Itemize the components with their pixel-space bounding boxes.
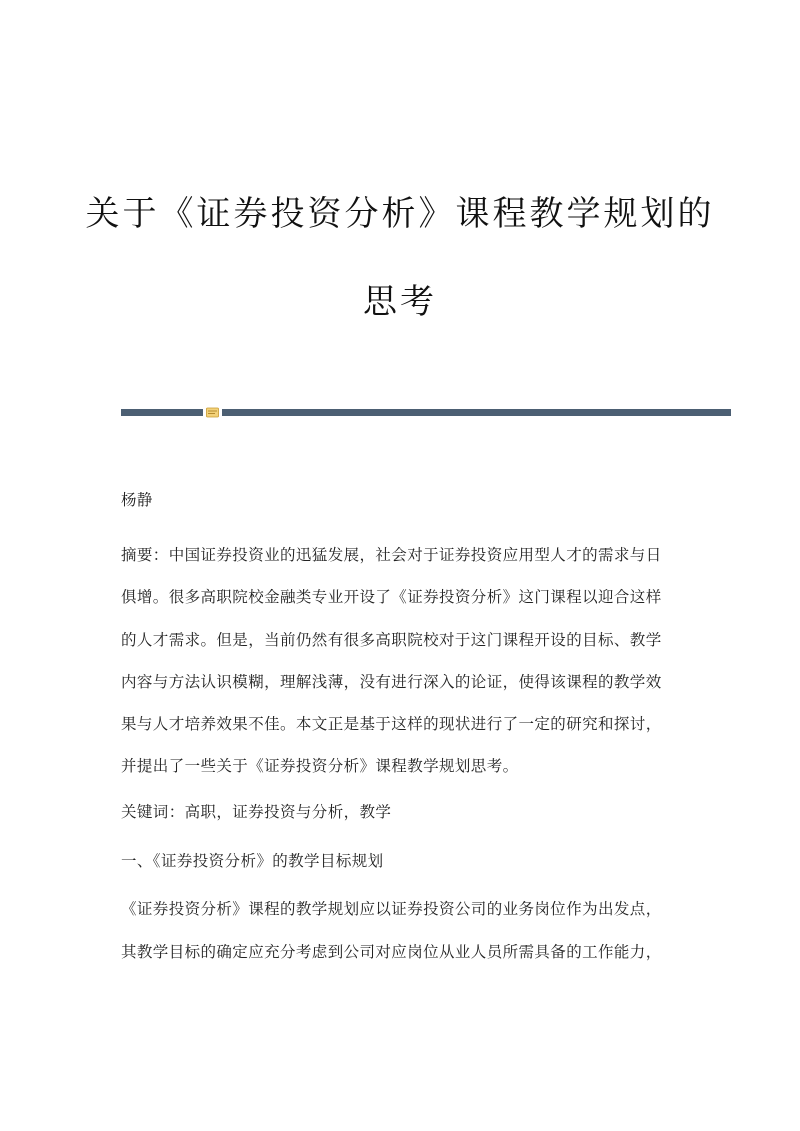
abstract-line: 摘要：中国证券投资业的迅猛发展，社会对于证券投资应用型人才的需求与日 — [121, 546, 662, 564]
title-divider — [121, 409, 731, 416]
abstract-line: 的人才需求。但是，当前仍然有很多高职院校对于这门课程开设的目标、教学 — [121, 631, 662, 649]
body-line: 《证券投资分析》课程的教学规划应以证券投资公司的业务岗位作为出发点， — [121, 900, 662, 918]
divider-bar-left — [121, 409, 203, 416]
document-title-line-1: 关于《证券投资分析》课程教学规划的 — [85, 194, 715, 234]
keywords-line: 关键词：高职，证券投资与分析，教学 — [121, 803, 392, 821]
body-line: 其教学目标的确定应充分考虑到公司对应岗位从业人员所需具备的工作能力， — [121, 943, 662, 961]
document-title-line-2: 思考 — [363, 282, 437, 322]
author-name: 杨静 — [121, 491, 153, 509]
divider-bar-right — [222, 409, 731, 416]
pencil-note-icon — [206, 407, 219, 418]
abstract-line: 并提出了一些关于《证券投资分析》课程教学规划思考。 — [121, 757, 519, 775]
abstract-line: 俱增。很多高职院校金融类专业开设了《证券投资分析》这门课程以迎合这样 — [121, 588, 662, 606]
abstract-line: 果与人才培养效果不佳。本文正是基于这样的现状进行了一定的研究和探讨， — [121, 715, 662, 733]
abstract-line: 内容与方法认识模糊，理解浅薄，没有进行深入的论证，使得该课程的教学效 — [121, 673, 662, 691]
section-heading: 一、《证券投资分析》的教学目标规划 — [121, 852, 384, 870]
